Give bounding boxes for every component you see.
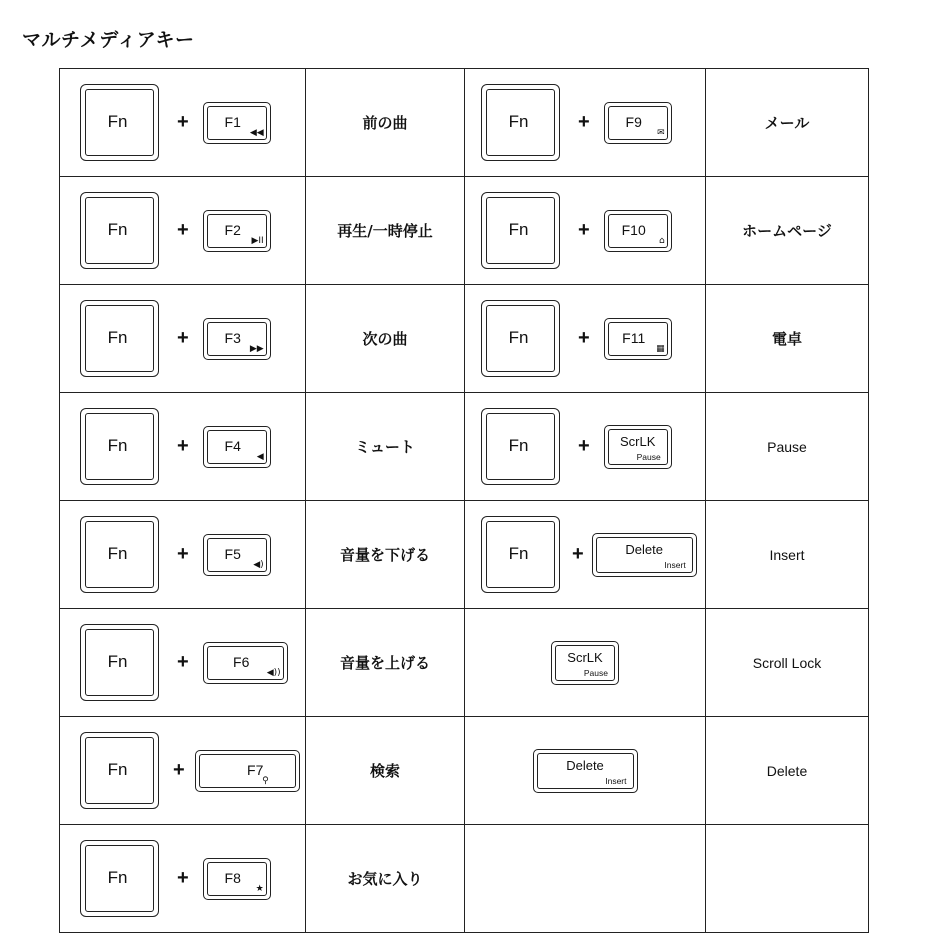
fn-key: Fn [80,624,159,701]
f1-key: F1 ◀◀ [203,102,271,144]
key-combo-fn-delete [465,501,706,609]
key-combo-fn-f3 [60,285,306,393]
plus-sign: + [177,543,189,565]
key-combo-fn-f1 [60,69,306,177]
table-row [60,177,869,285]
function-label: 前の曲 [306,69,465,177]
fn-key: Fn [80,408,159,485]
plus-sign: + [177,867,189,889]
delete-key: Delete Insert [592,533,697,577]
function-label: Scroll Lock [706,609,869,717]
plus-sign: + [177,111,189,133]
empty-cell [465,825,706,933]
key-combo-fn-f10 [465,177,706,285]
fn-key: Fn [80,732,159,809]
f11-key: F11 ▦ [604,318,672,360]
function-label: 再生/一時停止 [306,177,465,285]
f7-key: F7 ⚲ [195,750,300,792]
table-row [60,609,869,717]
table-row [60,393,869,501]
fn-key: Fn [481,84,560,161]
key-single-scrlk [465,609,706,717]
f9-key: F9 ✉ [604,102,672,144]
plus-sign: + [578,435,590,457]
fn-key: Fn [481,516,560,593]
home-icon: ⌂ [658,235,665,246]
fn-key: Fn [481,300,560,377]
fn-key: Fn [80,840,159,917]
function-label: 音量を上げる [306,609,465,717]
table-row [60,69,869,177]
plus-sign: + [578,219,590,241]
function-label: 電卓 [706,285,869,393]
key-combo-fn-scrlk [465,393,706,501]
play-pause-icon: ▶II [251,235,264,246]
multimedia-key-table [59,68,869,933]
f8-key: F8 ★ [203,858,271,900]
function-label: メール [706,69,869,177]
scroll-lock-key: ScrLK Pause [604,425,672,469]
function-label: Pause [706,393,869,501]
function-label: 音量を下げる [306,501,465,609]
function-label: Insert [706,501,869,609]
f6-key: F6 ◀)) [203,642,288,684]
fn-key: Fn [80,192,159,269]
key-single-delete [465,717,706,825]
function-label: ホームページ [706,177,869,285]
previous-track-icon: ◀◀ [249,127,264,138]
page-title: マルチメディアキー [22,29,195,51]
fn-key: Fn [80,516,159,593]
function-label: お気に入り [306,825,465,933]
f4-key: F4 ◀ [203,426,271,468]
f3-key: F3 ▶▶ [203,318,271,360]
function-label: 検索 [306,717,465,825]
table-row [60,285,869,393]
volume-down-icon: ◀) [253,559,264,570]
search-icon: ⚲ [262,775,269,786]
plus-sign: + [578,111,590,133]
key-combo-fn-f6 [60,609,306,717]
plus-sign: + [578,327,590,349]
key-combo-fn-f8 [60,825,306,933]
volume-up-icon: ◀)) [266,667,281,678]
delete-key: Delete Insert [533,749,638,793]
mute-icon: ◀ [256,451,264,462]
key-combo-fn-f2 [60,177,306,285]
f5-key: F5 ◀) [203,534,271,576]
function-label: 次の曲 [306,285,465,393]
key-combo-fn-f4 [60,393,306,501]
fn-key: Fn [80,84,159,161]
key-combo-fn-f11 [465,285,706,393]
plus-sign: + [177,435,189,457]
plus-sign: + [572,543,584,565]
key-combo-fn-f5 [60,501,306,609]
scroll-lock-key: ScrLK Pause [551,641,619,685]
table-row [60,825,869,933]
fn-key: Fn [481,192,560,269]
function-label: Delete [706,717,869,825]
plus-sign: + [177,651,189,673]
table-row [60,717,869,825]
fn-key: Fn [481,408,560,485]
f2-key: F2 ▶II [203,210,271,252]
fn-key: Fn [80,300,159,377]
plus-sign: + [173,759,185,781]
favorite-star-icon: ★ [255,883,264,894]
function-label: ミュート [306,393,465,501]
table-row [60,501,869,609]
f10-key: F10 ⌂ [604,210,672,252]
next-track-icon: ▶▶ [249,343,264,354]
plus-sign: + [177,219,189,241]
key-combo-fn-f9 [465,69,706,177]
empty-cell [706,825,869,933]
plus-sign: + [177,327,189,349]
mail-icon: ✉ [657,127,665,138]
key-combo-fn-f7 [60,717,306,825]
calculator-icon: ▦ [656,343,665,354]
